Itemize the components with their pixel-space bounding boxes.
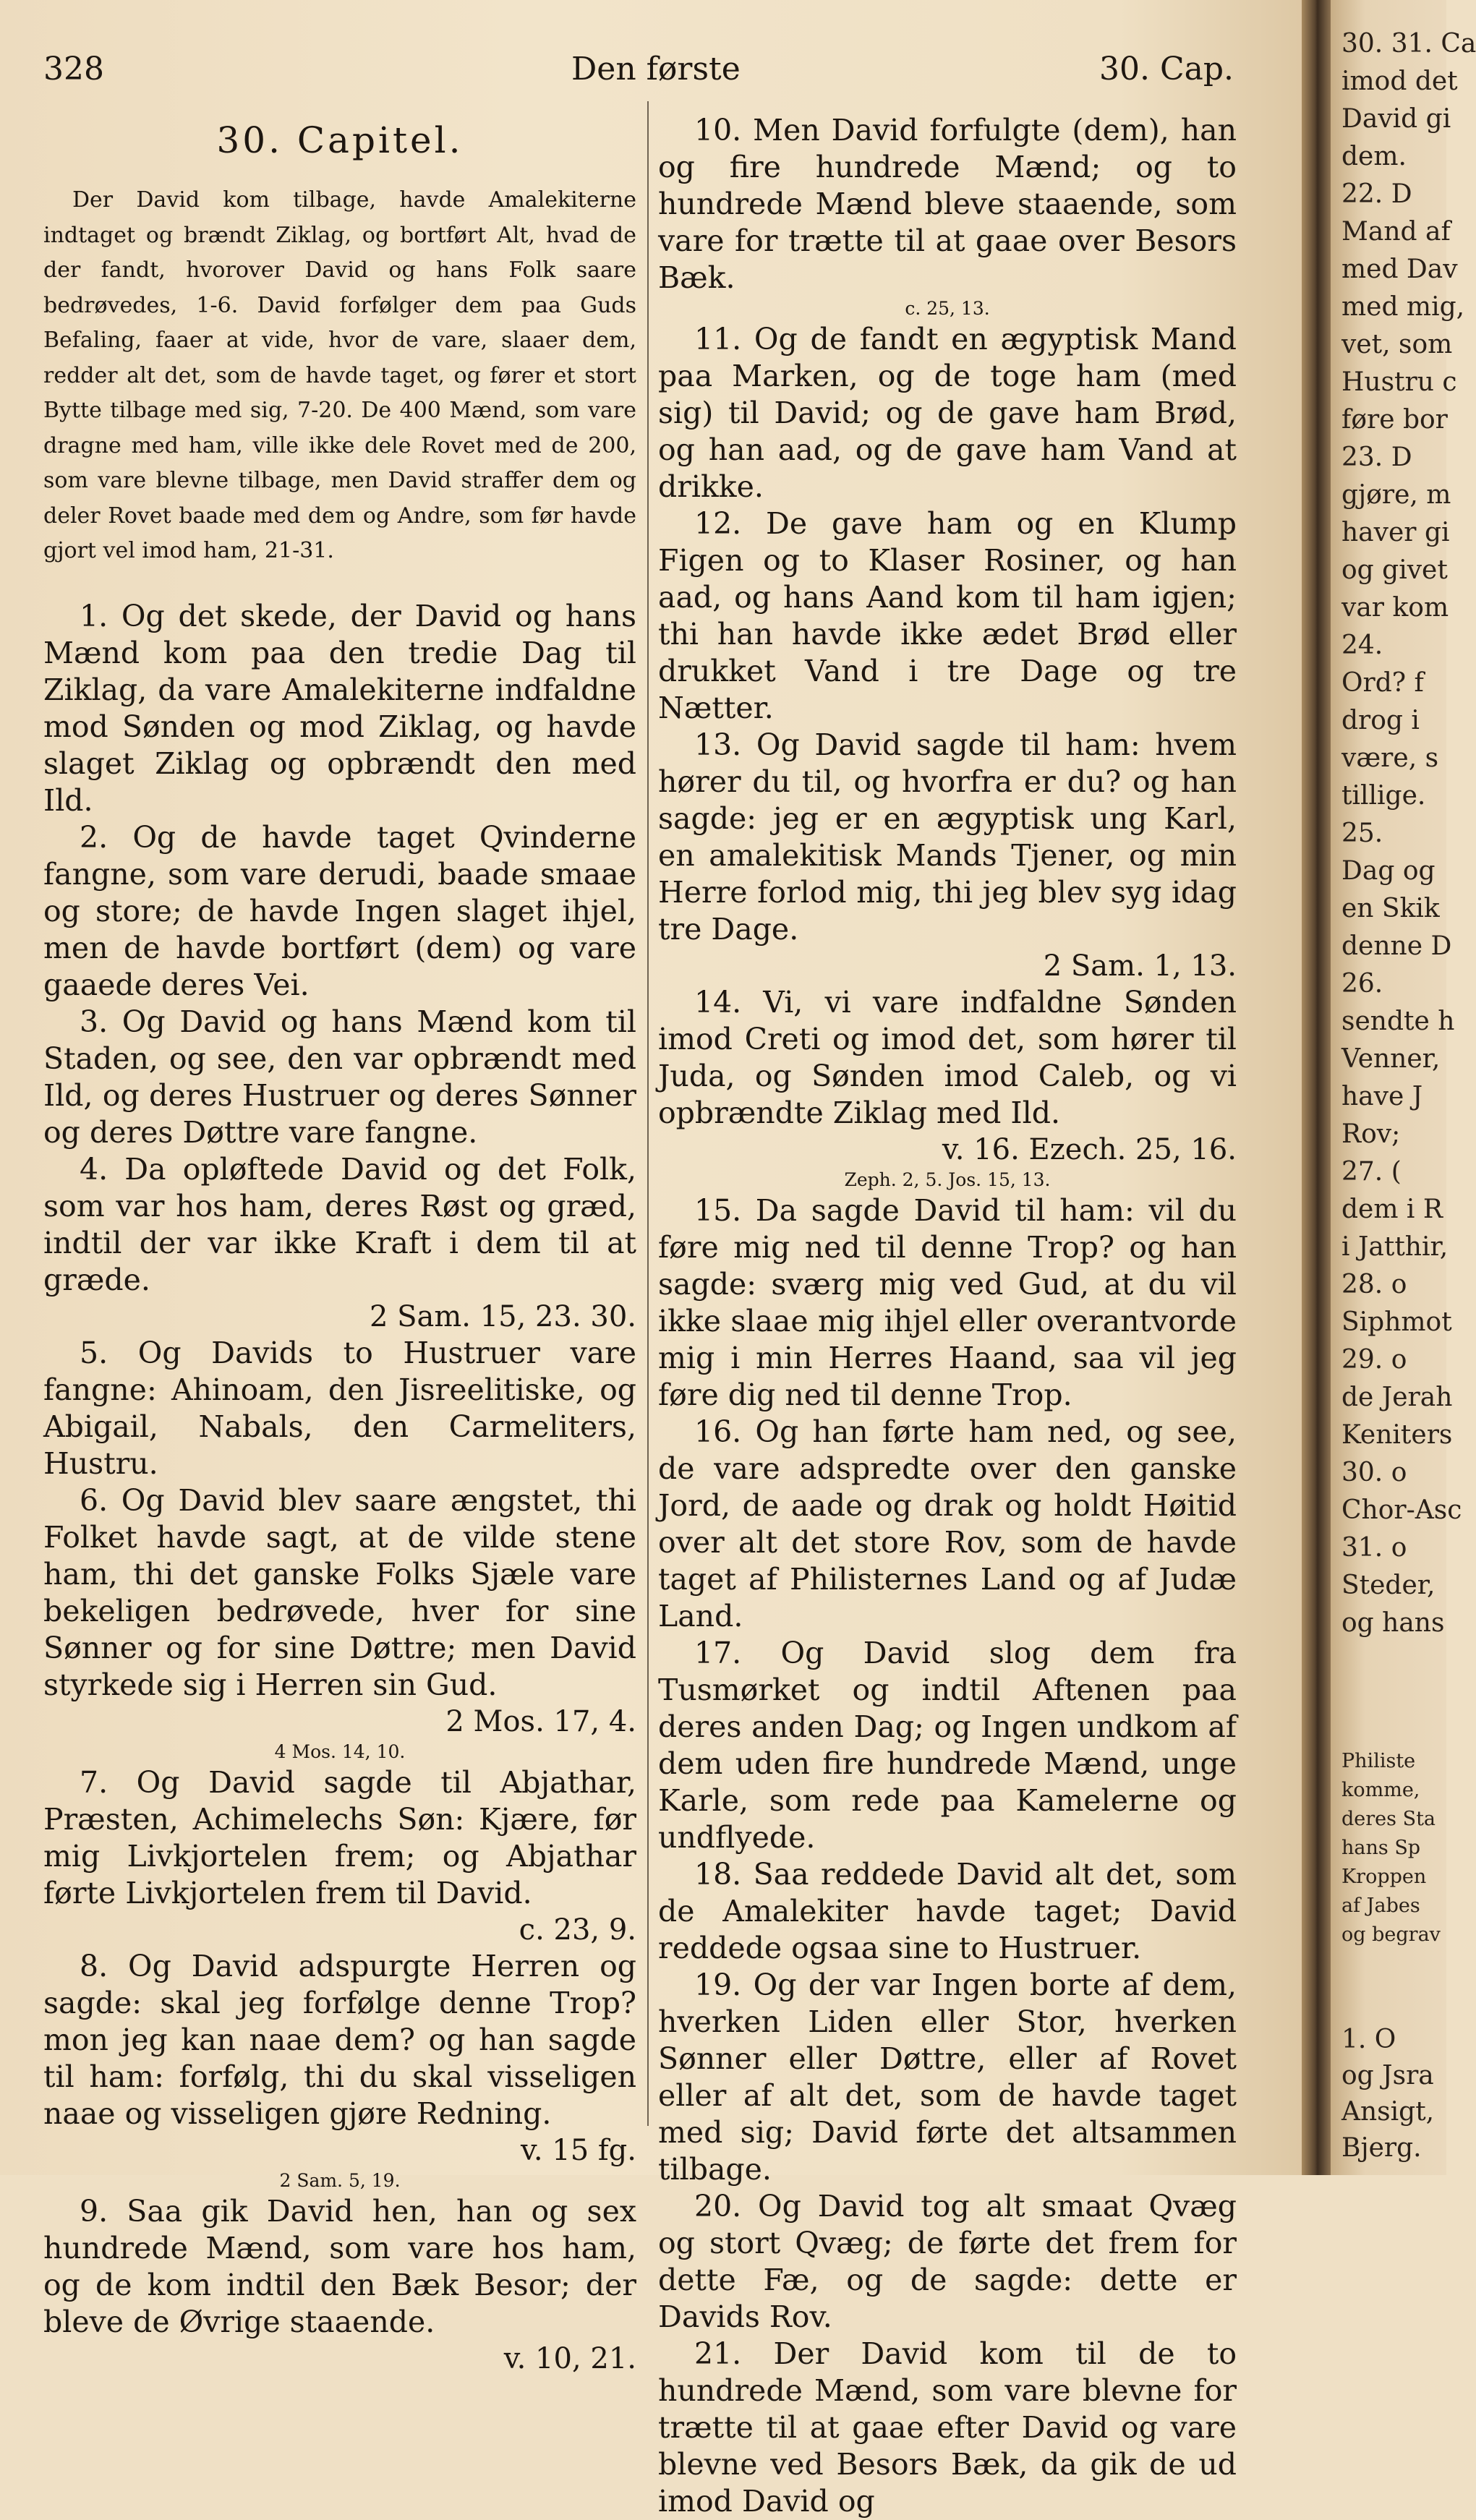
left-verses [43,598,636,2377]
verse: 20. Og David tog alt smaat Qvæg og stort Qvæg; de førte det frem for dette Fæ, og de sagde: dette er Davids Rov. [658,2189,1237,2334]
right-page-fragment: hans Sp [1341,1837,1421,1859]
right-page-fragment: denne D [1341,931,1452,961]
right-page-fragment: 31. o [1341,1533,1407,1563]
right-page-fragment: drog i [1341,706,1420,735]
verse: 13. Og David sagde til ham: hvem hører du til, og hvorfra er du? og han sagde: jeg er en ægyptisk ung Karl, en amalekitisk Mands Tjener, og min Herre forlod mig, thi jeg blev syg idag tre Dage. [658,727,1237,947]
verse: 3. Og David og hans Mænd kom til Staden, og see, den var opbrændt med Ild, og deres Hustruer og deres Sønner og deres Døttre vare fangne. [43,1004,636,1150]
right-page-fragment: Siphmot [1341,1307,1452,1337]
right-page-fragment: var kom [1341,593,1449,623]
right-page-fragment: Hustru c [1341,367,1457,397]
book-page-right-edge [1331,0,1476,2175]
verse: 7. Og David sagde til Abjathar, Præsten, Achimelechs Søn: Kjære, før mig Livkjortelen frem; og Abjathar førte Livkjortelen frem til David. [43,1764,636,1910]
right-page-fragment: 22. D [1341,179,1412,209]
right-page-fragment: deres Sta [1341,1808,1436,1830]
right-page-fragment: 29. o [1341,1345,1407,1375]
verse-reference: c. 23, 9. [519,1913,636,1947]
verse: 2. Og de havde taget Qvinderne fangne, som vare derudi, baade smaae og store; de havde Ingen slaget ihjel, men de havde bortført (dem) og vare gaaede deres Vei. [43,819,636,1002]
right-column [658,112,1237,2520]
verse: 18. Saa reddede David alt det, som de Amalekiter havde taget; David reddede ogsaa sine to Hustruer. [658,1857,1237,1965]
verse-reference: 2 Sam. 15, 23. 30. [369,1299,636,1333]
left-column [43,112,636,2377]
verse: 21. Der David kom til de to hundrede Mænd, som vare blevne for trætte til at gaae efter David og vare blevne ved Besors Bæk, da gik de ud imod David og [658,2336,1237,2519]
right-page-fragment: have J [1341,1082,1423,1111]
running-header: Den første [571,51,741,87]
right-page-fragment: Steder, [1341,1571,1436,1600]
right-page-fragment: i Jatthir, [1341,1232,1449,1262]
verse-reference: v. 15 fg. [520,2133,636,2167]
book-gutter [1302,0,1331,2175]
right-page-fragment: imod det [1341,67,1458,96]
cross-reference: Zeph. 2, 5. Jos. 15, 13. [844,1169,1051,1190]
right-page-fragment: 26. [1341,969,1383,999]
verse: 5. Og Davids to Hustruer vare fangne: Ahinoam, den Jisreelitiske, og Abigail, Nabals, den Carmeliters, Hustru. [43,1335,636,1481]
verse-reference: v. 10, 21. [503,2341,636,2375]
verse: 4. Da opløftede David og det Folk, som var hos ham, deres Røst og græd, indtil der var ikke Kraft i dem til at græde. [43,1151,636,1297]
right-page-fragment: Dag og [1341,856,1436,886]
right-page-fragment: 28. o [1341,1270,1407,1299]
verse: 15. Da sagde David til ham: vil du føre mig ned til denne Trop? og han sagde: sværg mig ved Gud, at du vil ikke slaae mig ihjel eller overantvorde mig i min Herres Haand, saa vil jeg føre dig ned til denne Trop. [658,1193,1237,1412]
right-verses [658,112,1237,2520]
right-page-fragment: 1. O [1341,2025,1396,2054]
right-page-fragment: 25. [1341,819,1383,848]
right-page-fragment: Keniters [1341,1420,1453,1450]
cross-reference: 4 Mos. 14, 10. [274,1740,406,1762]
verse-reference: 2 Mos. 17, 4. [445,1704,636,1738]
verse: 10. Men David forfulgte (dem), han og fire hundrede Mænd; og to hundrede Mænd bleve staaende, som vare for trætte til at gaae over Besors Bæk. [658,113,1237,295]
chapter-title: 30. Capitel. [216,119,464,161]
right-page-fragment: og givet [1341,555,1448,585]
right-page-fragment: 27. ( [1341,1157,1402,1187]
right-page-fragment: 30. 31. Ca [1341,29,1476,59]
verse: 16. Og han førte ham ned, og see, de vare adspredte over den ganske Jord, de aade og drak og holdt Høitid over alt det store Rov, som de havde taget af Philisternes Land og af Judæ Land. [658,1414,1237,1633]
right-page-fragment: føre bor [1341,405,1448,435]
verse: 11. Og de fandt en ægyptisk Mand paa Marken, og de toge ham (med sig) til David; og de gave ham Brød, og han aad, og de gave ham Vand at drikke. [658,322,1237,504]
right-page-fragment: Ansigt, [1341,2097,1435,2127]
verse: 12. De gave ham og en Klump Figen og to Klaser Rosiner, og han aad, og hans Aand kom til ham igjen; thi han havde ikke ædet Brød eller drukket Vand i tre Dage og tre Nætter. [658,506,1237,725]
right-page-fragment: vet, som [1341,330,1453,359]
right-page-fragment: Ord? f [1341,668,1424,698]
verse: 14. Vi, vi vare indfaldne Sønden imod Creti og imod det, som hører til Juda, og Sønden imod Caleb, og vi opbrændte Ziklag med Ild. [658,985,1237,1130]
right-page-fragment: de Jerah [1341,1383,1453,1412]
right-page-fragment: en Skik [1341,894,1440,923]
right-page-fragment: dem. [1341,142,1407,171]
right-page-fragment: være, s [1341,743,1439,773]
chapter-header: 30. Cap. [1099,51,1234,87]
right-page-fragment: Kroppen [1341,1866,1427,1888]
right-page-fragment: Chor-Asc [1341,1495,1462,1525]
verse: 19. Og der var Ingen borte af dem, hverken Liden eller Stor, hverken Sønner eller Døttre, eller af Rovet eller af alt det, som de havde taget med sig; David førte det altsammen tilbage. [658,1968,1237,2187]
right-page-fragment: Venner, [1341,1044,1441,1074]
verse-reference: 2 Sam. 1, 13. [1043,949,1237,983]
verse-reference: v. 16. Ezech. 25, 16. [942,1133,1237,1166]
verse: 17. Og David slog dem fra Tusmørket og indtil Aftenen paa deres anden Dag; og Ingen undkom af dem uden fire hundrede Mænd, unge Karle, som rede paa Kamelerne og undflyede. [658,1636,1237,1855]
right-page-fragment: gjøre, m [1341,480,1451,510]
chapter-summary: Der David kom tilbage, havde Amalekiterne indtaget og brændt Ziklag, og bortført Alt, hvad de der fandt, hvorover David og hans Folk saare bedrøvedes, 1-6. David forfølger dem paa Guds Befaling, faaer at vide, hvor de vare, slaaer dem, redder alt det, som de havde taget, og fører et stort Bytte tilbage med sig, 7-20. De 400 Mænd, som vare dragne med ham, ville ikke dele Rovet med de 200, som vare blevne tilbage, men David straffer dem og deler Rovet baade med dem og Andre, som før havde gjort vel imod ham, 21-31. [43,187,636,563]
right-page-fragment: 30. o [1341,1458,1407,1487]
verse: 8. Og David adspurgte Herren og sagde: skal jeg forfølge denne Trop? mon jeg kan naae dem? og han sagde til ham: forfølg, thi du skal visseligen naae og visseligen gjøre Redning. [43,1948,636,2131]
cross-reference: c. 25, 13. [905,298,990,319]
right-page-fragment: Mand af [1341,217,1451,247]
right-page-fragment: dem i R [1341,1195,1443,1224]
right-page-fragment: af Jabes [1341,1895,1420,1917]
right-page-fragment: David gi [1341,104,1451,134]
right-page-fragment: Philiste [1341,1750,1416,1772]
right-page-fragment: og Jsra [1341,2061,1434,2090]
right-page-fragment: med mig, [1341,292,1465,322]
right-page-fragment: Rov; [1341,1119,1401,1149]
right-page-fragment: 24. [1341,631,1383,660]
right-page-fragment: komme, [1341,1779,1420,1801]
right-page-fragment: 23. D [1341,443,1412,472]
verse: 6. Og David blev saare ængstet, thi Folket havde sagt, at de vilde stene ham, thi det ganske Folks Sjæle vare bekeligen bedrøvede, hver for sine Sønner og for sine Døttre; men David styrkede sig i Herren sin Gud. [43,1482,636,1702]
right-page-fragment: med Dav [1341,255,1458,284]
right-page-fragment: sendte h [1341,1007,1455,1036]
right-page-fragment: haver gi [1341,518,1450,547]
page-number: 328 [43,51,104,87]
right-page-fragment: og begrav [1341,1923,1441,1946]
cross-reference: 2 Sam. 5, 19. [279,2169,401,2191]
right-page-fragment: tillige. [1341,781,1426,811]
right-page-fragment: Bjerg. [1341,2133,1422,2163]
verse: 1. Og det skede, der David og hans Mænd kom paa den tredie Dag til Ziklag, da vare Amalekiterne indfaldne mod Sønden og mod Ziklag, og havde slaget Ziklag og opbrændt den med Ild. [43,598,636,818]
right-page-fragment: og hans [1341,1608,1445,1638]
verse: 9. Saa gik David hen, han og sex hundrede Mænd, som vare hos ham, og de kom indtil den Bæk Besor; der bleve de Øvrige staaende. [43,2193,636,2339]
column-divider [647,101,649,2126]
